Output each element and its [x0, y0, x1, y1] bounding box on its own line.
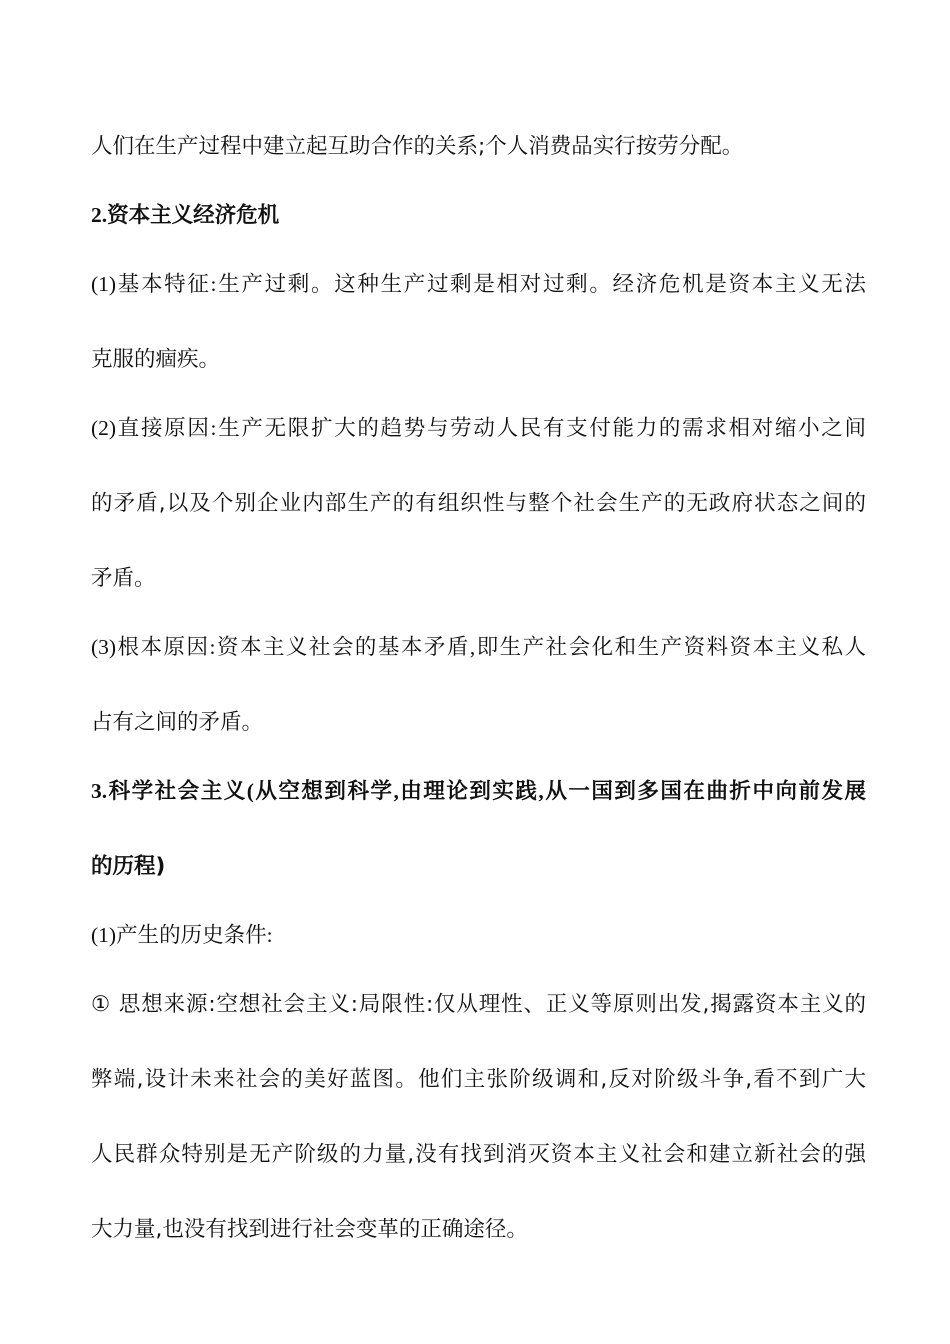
section-heading: 的历程)	[91, 854, 166, 879]
text-line: 人民群众特别是无产阶级的力量,没有找到消灭资本主义社会和建立新社会的强	[91, 1142, 866, 1167]
section-heading: 2.资本主义经济危机	[91, 203, 280, 227]
text-line: 克服的痼疾。	[91, 347, 221, 372]
text-line: (2)直接原因:生产无限扩大的趋势与劳动人民有支付能力的需求相对缩小之间	[91, 416, 866, 440]
text-line: 占有之间的矛盾。	[91, 710, 264, 735]
document-page	[91, 128, 866, 1248]
section-heading: 3.科学社会主义(从空想到科学,由理论到实践,从一国到多国在曲折中向前发展	[91, 779, 866, 803]
text-line: (3)根本原因:资本主义社会的基本矛盾,即生产社会化和生产资料资本主义私人	[91, 635, 866, 659]
text-line: 的矛盾,以及个别企业内部生产的有组织性与整个社会生产的无政府状态之间的	[91, 491, 866, 516]
text-line: 大力量,也没有找到进行社会变革的正确途径。	[91, 1217, 528, 1242]
text-line: (1)基本特征:生产过剩。这种生产过剩是相对过剩。经济危机是资本主义无法	[91, 272, 866, 296]
text-line: ① 思想来源:空想社会主义:局限性:仅从理性、正义等原则出发,揭露资本主义的	[91, 992, 866, 1017]
text-line: 人们在生产过程中建立起互助合作的关系;个人消费品实行按劳分配。	[91, 134, 744, 159]
text-line: 弊端,设计未来社会的美好蓝图。他们主张阶级调和,反对阶级斗争,看不到广大	[91, 1067, 866, 1092]
text-line: 矛盾。	[91, 566, 156, 591]
subheading: (1)产生的历史条件:	[91, 923, 273, 947]
